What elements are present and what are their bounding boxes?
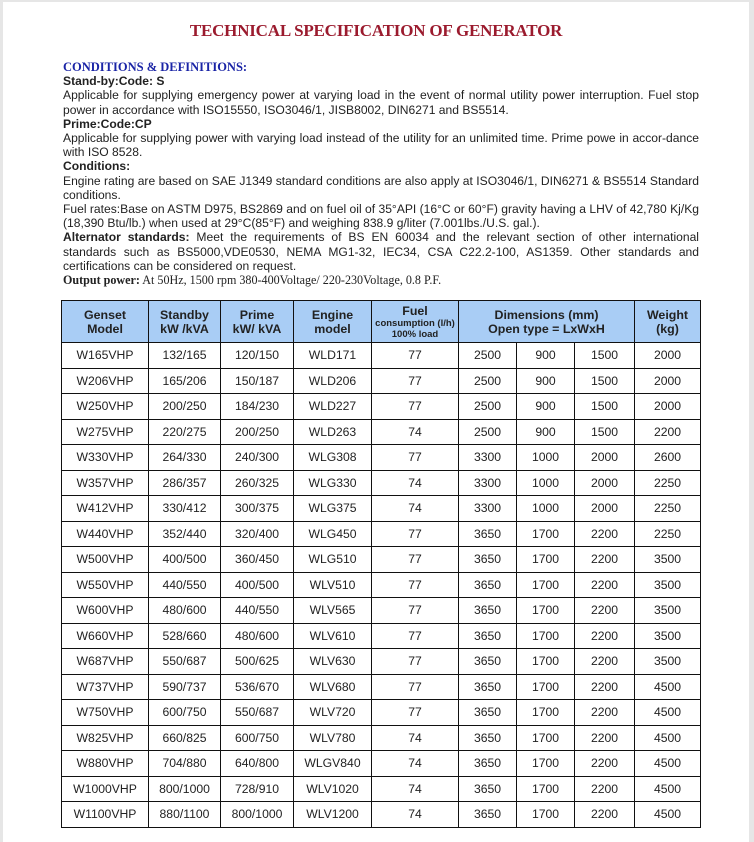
cell-engine-model: WLGV840 bbox=[294, 751, 372, 777]
table-row bbox=[62, 368, 701, 394]
cell-weight: 2000 bbox=[635, 394, 701, 420]
cell-weight: 3500 bbox=[635, 598, 701, 624]
cell-weight: 4500 bbox=[635, 725, 701, 751]
cell-width: 1700 bbox=[517, 802, 575, 828]
cell-weight: 2200 bbox=[635, 419, 701, 445]
cell-standby: 220/275 bbox=[149, 419, 221, 445]
cell-fuel: 77 bbox=[372, 649, 459, 675]
cell-length: 3650 bbox=[459, 623, 517, 649]
cell-height: 1500 bbox=[575, 394, 635, 420]
cell-length: 3650 bbox=[459, 598, 517, 624]
cell-fuel: 74 bbox=[372, 776, 459, 802]
cell-prime: 800/1000 bbox=[221, 802, 294, 828]
cell-genset-model: W550VHP bbox=[62, 572, 149, 598]
cell-weight: 3500 bbox=[635, 649, 701, 675]
cell-standby: 352/440 bbox=[149, 521, 221, 547]
cell-length: 3650 bbox=[459, 521, 517, 547]
cell-width: 900 bbox=[517, 343, 575, 369]
output-power-label: Output power: bbox=[63, 273, 140, 288]
cell-engine-model: WLD171 bbox=[294, 343, 372, 369]
cell-width: 900 bbox=[517, 394, 575, 420]
cell-length: 2500 bbox=[459, 419, 517, 445]
cell-genset-model: W825VHP bbox=[62, 725, 149, 751]
cell-genset-model: W600VHP bbox=[62, 598, 149, 624]
cell-width: 1700 bbox=[517, 725, 575, 751]
cell-standby: 528/660 bbox=[149, 623, 221, 649]
cell-width: 1700 bbox=[517, 598, 575, 624]
cell-width: 1700 bbox=[517, 674, 575, 700]
cell-standby: 264/330 bbox=[149, 445, 221, 471]
cell-engine-model: WLV1200 bbox=[294, 802, 372, 828]
table-row bbox=[62, 521, 701, 547]
cell-standby: 800/1000 bbox=[149, 776, 221, 802]
cell-genset-model: W1000VHP bbox=[62, 776, 149, 802]
table-row bbox=[62, 547, 701, 573]
cell-width: 1700 bbox=[517, 547, 575, 573]
cell-prime: 400/500 bbox=[221, 572, 294, 598]
cell-length: 3650 bbox=[459, 700, 517, 726]
cell-width: 1700 bbox=[517, 649, 575, 675]
cell-standby: 132/165 bbox=[149, 343, 221, 369]
cell-length: 2500 bbox=[459, 343, 517, 369]
cell-length: 3650 bbox=[459, 649, 517, 675]
cell-prime: 320/400 bbox=[221, 521, 294, 547]
table-row bbox=[62, 776, 701, 802]
cell-prime: 600/750 bbox=[221, 725, 294, 751]
cell-standby: 165/206 bbox=[149, 368, 221, 394]
cell-fuel: 74 bbox=[372, 725, 459, 751]
cell-prime: 640/800 bbox=[221, 751, 294, 777]
cell-length: 3650 bbox=[459, 776, 517, 802]
cell-standby: 880/1100 bbox=[149, 802, 221, 828]
cell-engine-model: WLV720 bbox=[294, 700, 372, 726]
cell-height: 2000 bbox=[575, 470, 635, 496]
cell-fuel: 77 bbox=[372, 445, 459, 471]
cell-width: 1700 bbox=[517, 700, 575, 726]
table-row bbox=[62, 598, 701, 624]
cell-fuel: 77 bbox=[372, 623, 459, 649]
cell-height: 1500 bbox=[575, 343, 635, 369]
cell-genset-model: W275VHP bbox=[62, 419, 149, 445]
cell-height: 2200 bbox=[575, 802, 635, 828]
table-row bbox=[62, 343, 701, 369]
spec-table bbox=[61, 300, 701, 828]
cell-engine-model: WLG308 bbox=[294, 445, 372, 471]
alternator-paragraph bbox=[63, 230, 699, 273]
cell-standby: 400/500 bbox=[149, 547, 221, 573]
header-fuel-consumption: Fuel consumption (l/h) 100% load bbox=[372, 301, 459, 343]
table-row bbox=[62, 649, 701, 675]
cell-engine-model: WLV780 bbox=[294, 725, 372, 751]
cell-engine-model: WLV510 bbox=[294, 572, 372, 598]
cell-fuel: 77 bbox=[372, 547, 459, 573]
cell-weight: 4500 bbox=[635, 802, 701, 828]
cell-engine-model: WLD263 bbox=[294, 419, 372, 445]
cell-fuel: 77 bbox=[372, 572, 459, 598]
cell-width: 1700 bbox=[517, 751, 575, 777]
cell-prime: 184/230 bbox=[221, 394, 294, 420]
cell-length: 3300 bbox=[459, 470, 517, 496]
cell-length: 3650 bbox=[459, 725, 517, 751]
table-row bbox=[62, 496, 701, 522]
cell-width: 900 bbox=[517, 419, 575, 445]
cell-standby: 440/550 bbox=[149, 572, 221, 598]
cell-height: 2000 bbox=[575, 445, 635, 471]
cell-height: 2200 bbox=[575, 572, 635, 598]
cell-weight: 2250 bbox=[635, 470, 701, 496]
cell-genset-model: W880VHP bbox=[62, 751, 149, 777]
table-row bbox=[62, 419, 701, 445]
cell-genset-model: W750VHP bbox=[62, 700, 149, 726]
cell-length: 3650 bbox=[459, 572, 517, 598]
cell-length: 3300 bbox=[459, 496, 517, 522]
cell-height: 1500 bbox=[575, 368, 635, 394]
cell-length: 3650 bbox=[459, 674, 517, 700]
cell-weight: 3500 bbox=[635, 547, 701, 573]
cell-prime: 240/300 bbox=[221, 445, 294, 471]
cell-standby: 660/825 bbox=[149, 725, 221, 751]
header-standby: Standby kW /kVA bbox=[149, 301, 221, 343]
cell-engine-model: WLV630 bbox=[294, 649, 372, 675]
cell-engine-model: WLD227 bbox=[294, 394, 372, 420]
cell-standby: 550/687 bbox=[149, 649, 221, 675]
cell-weight: 4500 bbox=[635, 751, 701, 777]
cell-engine-model: WLG330 bbox=[294, 470, 372, 496]
cell-standby: 704/880 bbox=[149, 751, 221, 777]
cell-standby: 480/600 bbox=[149, 598, 221, 624]
cell-weight: 2250 bbox=[635, 521, 701, 547]
cell-engine-model: WLV680 bbox=[294, 674, 372, 700]
cell-height: 2200 bbox=[575, 751, 635, 777]
cell-weight: 2600 bbox=[635, 445, 701, 471]
cell-genset-model: W500VHP bbox=[62, 547, 149, 573]
cell-weight: 4500 bbox=[635, 700, 701, 726]
table-row bbox=[62, 445, 701, 471]
cell-height: 2200 bbox=[575, 776, 635, 802]
alternator-label: Alternator standards: bbox=[63, 230, 190, 245]
cell-prime: 500/625 bbox=[221, 649, 294, 675]
cell-prime: 300/375 bbox=[221, 496, 294, 522]
table-row bbox=[62, 470, 701, 496]
cell-length: 3650 bbox=[459, 547, 517, 573]
conditions-section bbox=[63, 60, 699, 287]
cell-weight: 2000 bbox=[635, 368, 701, 394]
cell-length: 2500 bbox=[459, 394, 517, 420]
table-header-row bbox=[62, 301, 701, 343]
engine-rating-text: Engine rating are based on SAE J1349 standard conditions are also apply at ISO3046/1, DIN6271 & BS5514 Standard conditions. bbox=[63, 173, 699, 202]
page-title: TECHNICAL SPECIFICATION OF GENERATOR bbox=[189, 21, 563, 40]
cell-prime: 120/150 bbox=[221, 343, 294, 369]
header-genset-model: Genset Model bbox=[62, 301, 149, 343]
cell-width: 1000 bbox=[517, 470, 575, 496]
cell-weight: 2250 bbox=[635, 496, 701, 522]
cell-fuel: 77 bbox=[372, 598, 459, 624]
cell-prime: 440/550 bbox=[221, 598, 294, 624]
table-row bbox=[62, 725, 701, 751]
output-power-paragraph bbox=[63, 273, 699, 287]
header-weight: Weight (kg) bbox=[635, 301, 701, 343]
header-engine-model: Engine model bbox=[294, 301, 372, 343]
cell-prime: 550/687 bbox=[221, 700, 294, 726]
prime-text: Applicable for supplying power with varying load instead of the utility for an unlimited time. Prime powe in accor-dance with ISO 8528. bbox=[63, 131, 699, 160]
cell-standby: 286/357 bbox=[149, 470, 221, 496]
cell-fuel: 77 bbox=[372, 700, 459, 726]
cell-prime: 200/250 bbox=[221, 419, 294, 445]
cell-genset-model: W357VHP bbox=[62, 470, 149, 496]
cell-engine-model: WLV610 bbox=[294, 623, 372, 649]
conditions-subheading: Conditions: bbox=[63, 159, 131, 174]
cell-width: 1700 bbox=[517, 776, 575, 802]
cell-height: 2200 bbox=[575, 623, 635, 649]
cell-genset-model: W330VHP bbox=[62, 445, 149, 471]
table-row bbox=[62, 623, 701, 649]
cell-prime: 536/670 bbox=[221, 674, 294, 700]
cell-fuel: 74 bbox=[372, 496, 459, 522]
cell-fuel: 74 bbox=[372, 802, 459, 828]
cell-height: 2200 bbox=[575, 598, 635, 624]
cell-standby: 200/250 bbox=[149, 394, 221, 420]
table-row bbox=[62, 674, 701, 700]
cell-height: 1500 bbox=[575, 419, 635, 445]
cell-length: 3650 bbox=[459, 802, 517, 828]
standby-heading: Stand-by:Code: S bbox=[63, 74, 165, 89]
prime-heading: Prime:Code:CP bbox=[63, 116, 152, 131]
cell-height: 2200 bbox=[575, 700, 635, 726]
cell-standby: 330/412 bbox=[149, 496, 221, 522]
fuel-rates-text: Fuel rates:Base on ASTM D975, BS2869 and on fuel oil of 35°API (16°C or 60°F) gravity having a LHV of 42,780 Kj/Kg (18,390 Btu/lb.) when used at 29°C(85°F) and weighing 838.9 g/liter (7.001lbs./U.S. gal.). bbox=[63, 202, 699, 231]
cell-height: 2200 bbox=[575, 547, 635, 573]
cell-prime: 150/187 bbox=[221, 368, 294, 394]
cell-fuel: 77 bbox=[372, 394, 459, 420]
table-row bbox=[62, 394, 701, 420]
cell-height: 2200 bbox=[575, 674, 635, 700]
conditions-heading: CONDITIONS & DEFINITIONS: bbox=[63, 60, 248, 74]
header-prime: Prime kW/ kVA bbox=[221, 301, 294, 343]
cell-length: 2500 bbox=[459, 368, 517, 394]
cell-fuel: 77 bbox=[372, 521, 459, 547]
cell-fuel: 77 bbox=[372, 343, 459, 369]
cell-standby: 590/737 bbox=[149, 674, 221, 700]
cell-engine-model: WLD206 bbox=[294, 368, 372, 394]
cell-prime: 480/600 bbox=[221, 623, 294, 649]
cell-height: 2200 bbox=[575, 521, 635, 547]
cell-weight: 4500 bbox=[635, 776, 701, 802]
table-row bbox=[62, 751, 701, 777]
cell-height: 2200 bbox=[575, 649, 635, 675]
cell-genset-model: W440VHP bbox=[62, 521, 149, 547]
cell-weight: 2000 bbox=[635, 343, 701, 369]
cell-fuel: 77 bbox=[372, 368, 459, 394]
cell-genset-model: W687VHP bbox=[62, 649, 149, 675]
cell-height: 2000 bbox=[575, 496, 635, 522]
cell-engine-model: WLG450 bbox=[294, 521, 372, 547]
cell-genset-model: W165VHP bbox=[62, 343, 149, 369]
cell-weight: 4500 bbox=[635, 674, 701, 700]
cell-engine-model: WLG510 bbox=[294, 547, 372, 573]
cell-genset-model: W1100VHP bbox=[62, 802, 149, 828]
cell-fuel: 74 bbox=[372, 419, 459, 445]
cell-fuel: 74 bbox=[372, 751, 459, 777]
cell-width: 1700 bbox=[517, 623, 575, 649]
table-row bbox=[62, 700, 701, 726]
cell-length: 3650 bbox=[459, 751, 517, 777]
cell-length: 3300 bbox=[459, 445, 517, 471]
cell-width: 1000 bbox=[517, 445, 575, 471]
table-row bbox=[62, 802, 701, 828]
cell-height: 2200 bbox=[575, 725, 635, 751]
cell-standby: 600/750 bbox=[149, 700, 221, 726]
header-dimensions: Dimensions (mm) Open type = LxWxH bbox=[459, 301, 635, 343]
cell-weight: 3500 bbox=[635, 623, 701, 649]
alternator-text: Meet the requirements of BS EN 60034 and the relevant section of other international standards such as BS5000,VDE0530, NEMA MG1-32, IEC34, CSA C22.2-100, AS1359. Other standards and certifications can be considered on request. bbox=[63, 230, 699, 273]
cell-width: 1700 bbox=[517, 521, 575, 547]
cell-genset-model: W660VHP bbox=[62, 623, 149, 649]
cell-weight: 3500 bbox=[635, 572, 701, 598]
cell-fuel: 77 bbox=[372, 674, 459, 700]
table-body bbox=[62, 343, 701, 828]
cell-genset-model: W250VHP bbox=[62, 394, 149, 420]
cell-fuel: 74 bbox=[372, 470, 459, 496]
cell-prime: 260/325 bbox=[221, 470, 294, 496]
cell-engine-model: WLV1020 bbox=[294, 776, 372, 802]
cell-engine-model: WLV565 bbox=[294, 598, 372, 624]
standby-text: Applicable for supplying emergency power at varying load in the event of normal utility power interruption. Fuel stop power in accordance with ISO15550, ISO3046/1, JISB8002, DIN6271 and BS5514. bbox=[63, 88, 699, 117]
cell-width: 1000 bbox=[517, 496, 575, 522]
cell-genset-model: W206VHP bbox=[62, 368, 149, 394]
cell-prime: 728/910 bbox=[221, 776, 294, 802]
cell-genset-model: W737VHP bbox=[62, 674, 149, 700]
cell-width: 900 bbox=[517, 368, 575, 394]
document-page bbox=[3, 2, 749, 842]
cell-genset-model: W412VHP bbox=[62, 496, 149, 522]
output-power-text: At 50Hz, 1500 rpm 380-400Voltage/ 220-230Voltage, 0.8 P.F. bbox=[139, 273, 442, 288]
table-row bbox=[62, 572, 701, 598]
cell-prime: 360/450 bbox=[221, 547, 294, 573]
cell-engine-model: WLG375 bbox=[294, 496, 372, 522]
cell-width: 1700 bbox=[517, 572, 575, 598]
